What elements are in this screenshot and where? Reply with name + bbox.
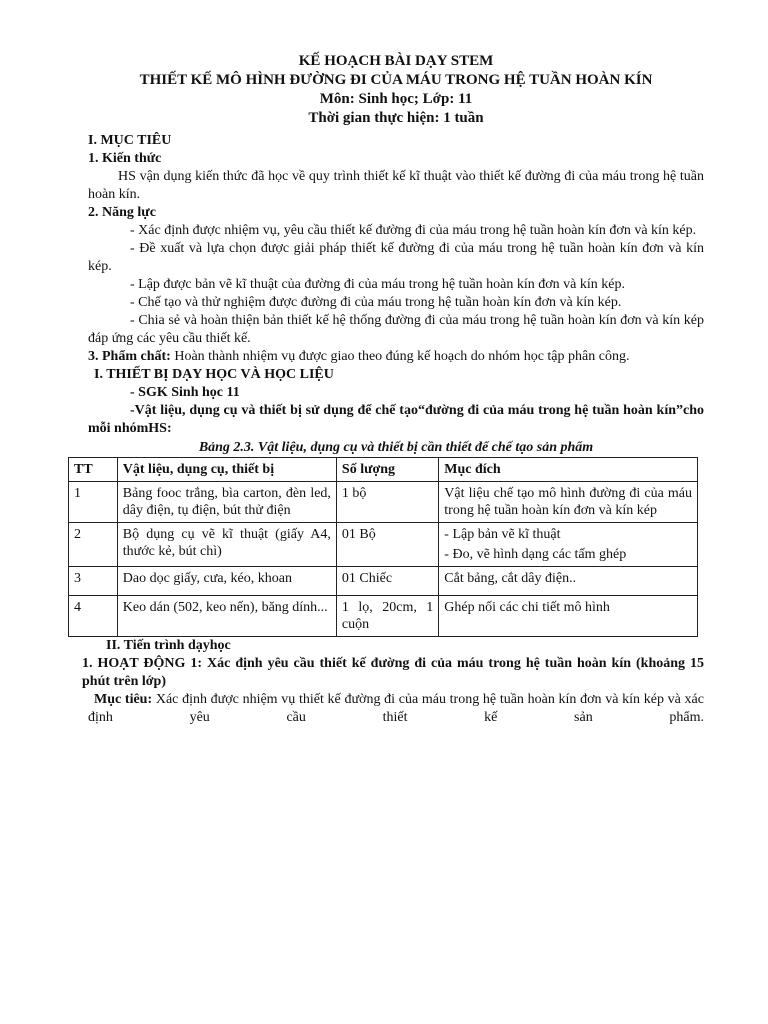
goal-label: Mục tiêu: <box>94 692 153 707</box>
materials-table <box>68 457 698 637</box>
goal-text: Xác định được nhiệm vụ thiết kế đường đi của máu trong hệ tuần hoàn kín đơn và kín kép và xác định yêu cầu thiết kế sản phẩm. <box>88 692 704 725</box>
cell-tt: 3 <box>69 567 118 596</box>
cell-qty: 1 bộ <box>336 482 438 523</box>
skill-item: - Xác định được nhiệm vụ, yêu cầu thiết kế đường đi của máu trong hệ tuần hoàn kín đơn và kín kép. <box>130 223 697 238</box>
section-equipment-heading: I. THIẾT BỊ DẠY HỌC VÀ HỌC LIỆU <box>94 367 334 382</box>
cell-tt: 2 <box>69 523 118 567</box>
skill-item: - Chế tạo và thử nghiệm được đường đi của máu trong hệ tuần hoàn kín đơn và kín kép. <box>130 295 622 310</box>
cell-qty: 01 Bộ <box>336 523 438 567</box>
table-header-row <box>69 458 698 482</box>
knowledge-heading: 1. Kiến thức <box>88 151 162 166</box>
table-row <box>69 596 698 637</box>
duration-line: Thời gian thực hiện: 1 tuần <box>308 110 484 126</box>
skill-item: - Lập được bản vẽ kĩ thuật của đường đi của máu trong hệ tuần hoàn kín đơn và kín kép. <box>130 277 625 292</box>
doc-subtitle: THIẾT KẾ MÔ HÌNH ĐƯỜNG ĐI CỦA MÁU TRONG HỆ TUẦN HOÀN KÍN <box>139 72 653 88</box>
table-row <box>69 523 698 567</box>
cell-purpose <box>439 523 698 567</box>
skill-item: - Đề xuất và lựa chọn được giải pháp thiết kế đường đi của máu trong hệ tuần hoàn kín đơn và kín kép. <box>88 241 704 274</box>
cell-tt: 4 <box>69 596 118 637</box>
activity-heading: 1. HOẠT ĐỘNG 1: Xác định yêu cầu thiết kế đường đi của máu trong hệ tuần hoàn kín (khoảng 15 phút trên lớp) <box>82 656 704 689</box>
header-item: Vật liệu, dụng cụ, thiết bị <box>117 458 336 482</box>
cell-purpose: Ghép nối các chi tiết mô hình <box>439 596 698 637</box>
table-row <box>69 482 698 523</box>
textbook-line: - SGK Sinh học 11 <box>130 385 240 400</box>
cell-item: Bảng fooc trắng, bìa carton, đèn led, dây điện, tụ điện, bút thử điện <box>117 482 336 523</box>
cell-item: Dao dọc giấy, cưa, kéo, khoan <box>117 567 336 596</box>
section-objectives-heading: I. MỤC TIÊU <box>88 133 172 148</box>
skill-item: - Chia sẻ và hoàn thiện bản thiết kế hệ thống đường đi của máu trong hệ tuần hoàn kín đơn và kín kép đáp ứng các yêu cầu thiết kế. <box>88 313 704 346</box>
cell-purpose: Cắt bảng, cắt dây điện.. <box>439 567 698 596</box>
purpose-line: - Lập bản vẽ kĩ thuật <box>444 527 561 542</box>
skills-heading: 2. Năng lực <box>88 205 156 220</box>
quality-paragraph <box>88 348 704 366</box>
lesson-plan-page <box>74 52 704 727</box>
cell-tt: 1 <box>69 482 118 523</box>
cell-item: Keo dán (502, keo nến), băng dính... <box>117 596 336 637</box>
subject-line: Môn: Sinh học; Lớp: 11 <box>319 91 473 107</box>
doc-title: KẾ HOẠCH BÀI DẠY STEM <box>298 53 494 69</box>
table-caption: Bảng 2.3. Vật liệu, dụng cụ và thiết bị cần thiết để chế tạo sản phẩm <box>198 440 594 455</box>
goal-paragraph <box>88 691 704 727</box>
header-purpose: Mục đích <box>439 458 698 482</box>
knowledge-text: HS vận dụng kiến thức đã học về quy trình thiết kế kĩ thuật vào thiết kế đường đi của máu trong hệ tuần hoàn kín. <box>88 169 704 202</box>
quality-label: 3. Phẩm chất: <box>88 349 171 364</box>
materials-line: -Vật liệu, dụng cụ và thiết bị sử dụng để chế tạo“đường đi của máu trong hệ tuần hoàn kín”cho mỗi nhómHS: <box>88 403 704 436</box>
table-row <box>69 567 698 596</box>
purpose-line: - Đo, vẽ hình dạng các tấm ghép <box>444 547 627 562</box>
cell-purpose: Vật liệu chế tạo mô hình đường đi của máu trong hệ tuần hoàn kín đơn và kín kép <box>439 482 698 523</box>
cell-item: Bộ dụng cụ vẽ kĩ thuật (giấy A4, thước kẻ, bút chì) <box>117 523 336 567</box>
cell-qty: 1 lọ, 20cm, 1 cuộn <box>336 596 438 637</box>
header-tt: TT <box>69 458 118 482</box>
cell-qty: 01 Chiếc <box>336 567 438 596</box>
section-process-heading: II. Tiến trình dạyhọc <box>106 638 231 653</box>
quality-text: Hoàn thành nhiệm vụ được giao theo đúng kế hoạch do nhóm học tập phân công. <box>170 349 630 364</box>
header-qty: Số lượng <box>336 458 438 482</box>
